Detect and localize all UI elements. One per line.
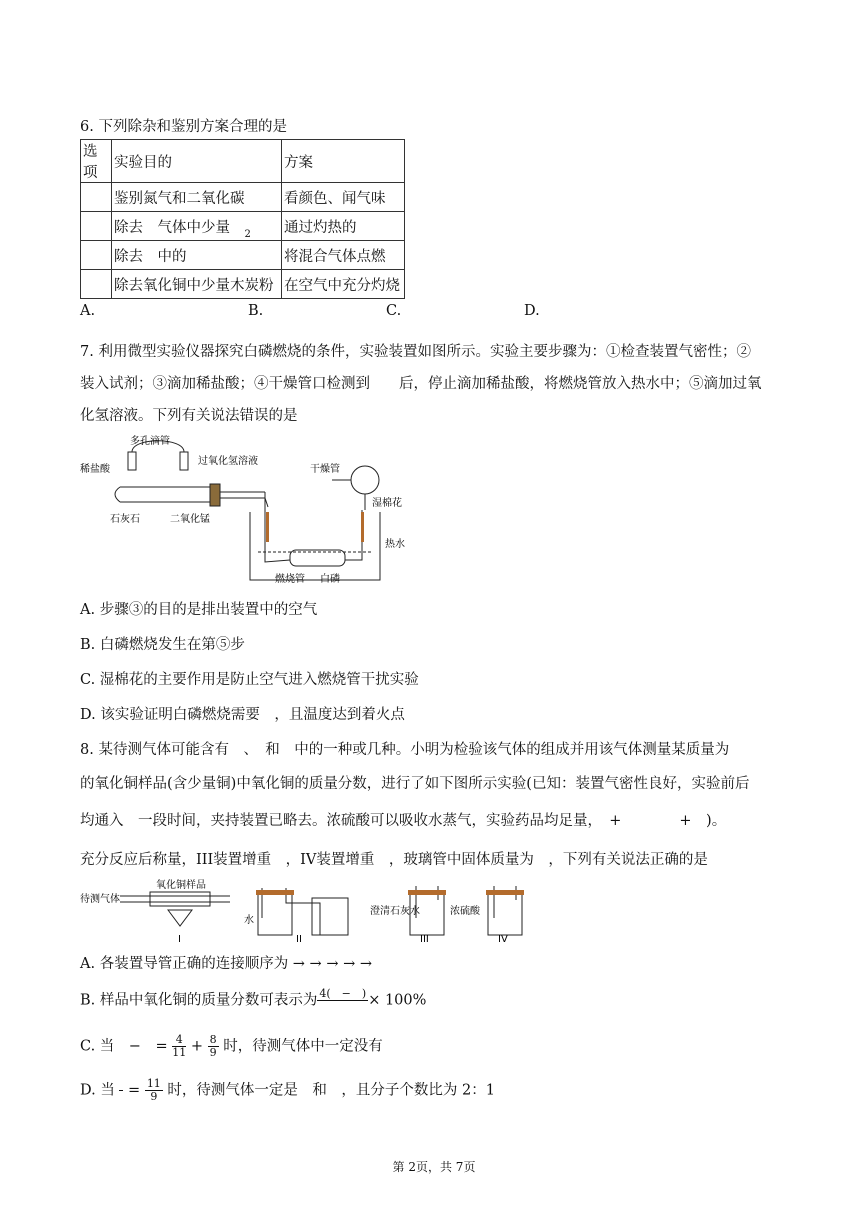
label-multi-tube: 多孔滴管: [130, 436, 170, 447]
q7-line3: 化氢溶液。下列有关说法错误的是: [80, 408, 298, 424]
q8-line3: 均通入 一段时间，夹持装置已略去。浓硫酸可以吸收水蒸气，实验药品均足量， + + )。: [80, 813, 727, 829]
label-burn-tube: 燃烧管: [275, 574, 305, 585]
row-goal: 除去 气体中少量 $_2$: [112, 212, 282, 241]
row-plan: 通过灼热的: [282, 212, 405, 241]
table-row: [81, 183, 405, 212]
row-option: [81, 183, 112, 212]
label-white-p: 白磷: [320, 574, 340, 585]
q8-option-a[interactable]: A. 各装置导管正确的连接顺序为 → → → → →: [80, 956, 372, 972]
label-iii: III: [420, 934, 429, 945]
table-header-row: [81, 140, 405, 183]
q7-apparatus-figure: [80, 432, 420, 587]
row-option: [81, 212, 112, 241]
row-option: [81, 270, 112, 299]
q8-apparatus-figure: [80, 878, 530, 946]
q8-option-d[interactable]: D. 当 = $\frac{11}{9}$ 时，待测气体一定是 和 ，且分子个数比为 2：1: [80, 1077, 495, 1103]
table-row: [81, 241, 405, 270]
q7-option-c[interactable]: C. 湿棉花的主要作用是防止空气进入燃烧管干扰实验: [80, 672, 419, 688]
page-footer: 第 2页，共 7页: [392, 1160, 476, 1174]
q6-table: [80, 139, 405, 299]
header-goal: 实验目的: [112, 140, 282, 183]
q7-line1: 7. 利用微型实验仪器探究白磷燃烧的条件，实验装置如图所示。实验主要步骤为：①检查装置气密性；②: [80, 344, 751, 360]
table-row: [81, 270, 405, 299]
q8-line4: 充分反应后称量，III装置增重 ，IV装置增重 ，玻璃管中固体质量为 ，下列有关说法正确的是: [80, 852, 708, 868]
q7-option-d[interactable]: D. 该实验证明白磷燃烧需要 ，且温度达到着火点: [80, 707, 405, 723]
q6-choice-d[interactable]: D.: [524, 303, 540, 319]
q6-choice-b[interactable]: B.: [248, 303, 264, 319]
q6-stem: 6. 下列除杂和鉴别方案合理的是: [80, 119, 287, 135]
row-plan: 在空气中充分灼烧: [282, 270, 405, 299]
q6-choice-a[interactable]: A.: [80, 303, 96, 319]
label-iv: IV: [498, 934, 508, 945]
label-ii: II: [296, 934, 302, 945]
row-plan: 看颜色、闻气味: [282, 183, 405, 212]
q6-choice-c[interactable]: C.: [386, 303, 402, 319]
label-limewater: 澄清石灰水: [370, 906, 420, 917]
q7-option-b[interactable]: B. 白磷燃烧发生在第⑤步: [80, 637, 245, 653]
label-sample: 氧化铜样品: [156, 880, 206, 891]
q8-line1: 8. 某待测气体可能含有 、 和 中的一种或几种。小明为检验该气体的组成并用该气体测量某质量为: [80, 742, 730, 758]
label-h2o2: 过氧化氢溶液: [198, 456, 258, 467]
label-i: I: [178, 934, 181, 945]
label-limestone: 石灰石: [110, 514, 140, 525]
row-goal: 鉴别氮气和二氧化碳: [112, 183, 282, 212]
q8-line2: 的氧化铜样品(含少量铜)中氧化铜的质量分数，进行了如下图所示实验(已知：装置气密性良好，实验前后: [80, 776, 750, 792]
label-hot-water: 热水: [385, 539, 405, 550]
label-mno2: 二氧化锰: [170, 514, 210, 525]
row-goal: 除去 中的: [112, 241, 282, 270]
label-h2so4: 浓硫酸: [450, 906, 480, 917]
row-option: [81, 241, 112, 270]
q8-option-c[interactable]: C. 当 − = $\frac{4}{11}$ + $\frac{8}{9}$ 时，待测气体中一定没有: [80, 1033, 383, 1059]
row-goal: 除去氧化铜中少量木炭粉: [112, 270, 282, 299]
label-wet-cotton: 湿棉花: [372, 498, 402, 509]
q7-option-a[interactable]: A. 步骤③的目的是排出装置中的空气: [80, 602, 318, 618]
header-plan: 方案: [282, 140, 405, 183]
q7-line2: 装入试剂；③滴加稀盐酸；④干燥管口检测到 后，停止滴加稀盐酸，将燃烧管放入热水中；⑤滴加过氧: [80, 376, 762, 392]
table-row: [81, 212, 405, 241]
label-water: 水: [244, 915, 254, 926]
row-plan: 将混合气体点燃: [282, 241, 405, 270]
q8-option-b[interactable]: B. 样品中氧化铜的质量分数可表示为 4( − ) × 100%: [80, 987, 427, 1009]
label-drying-tube: 干燥管: [310, 464, 340, 475]
header-option: 选项: [81, 140, 112, 183]
label-gas-in: 待测气体: [80, 894, 120, 905]
label-hcl: 稀盐酸: [80, 464, 110, 475]
